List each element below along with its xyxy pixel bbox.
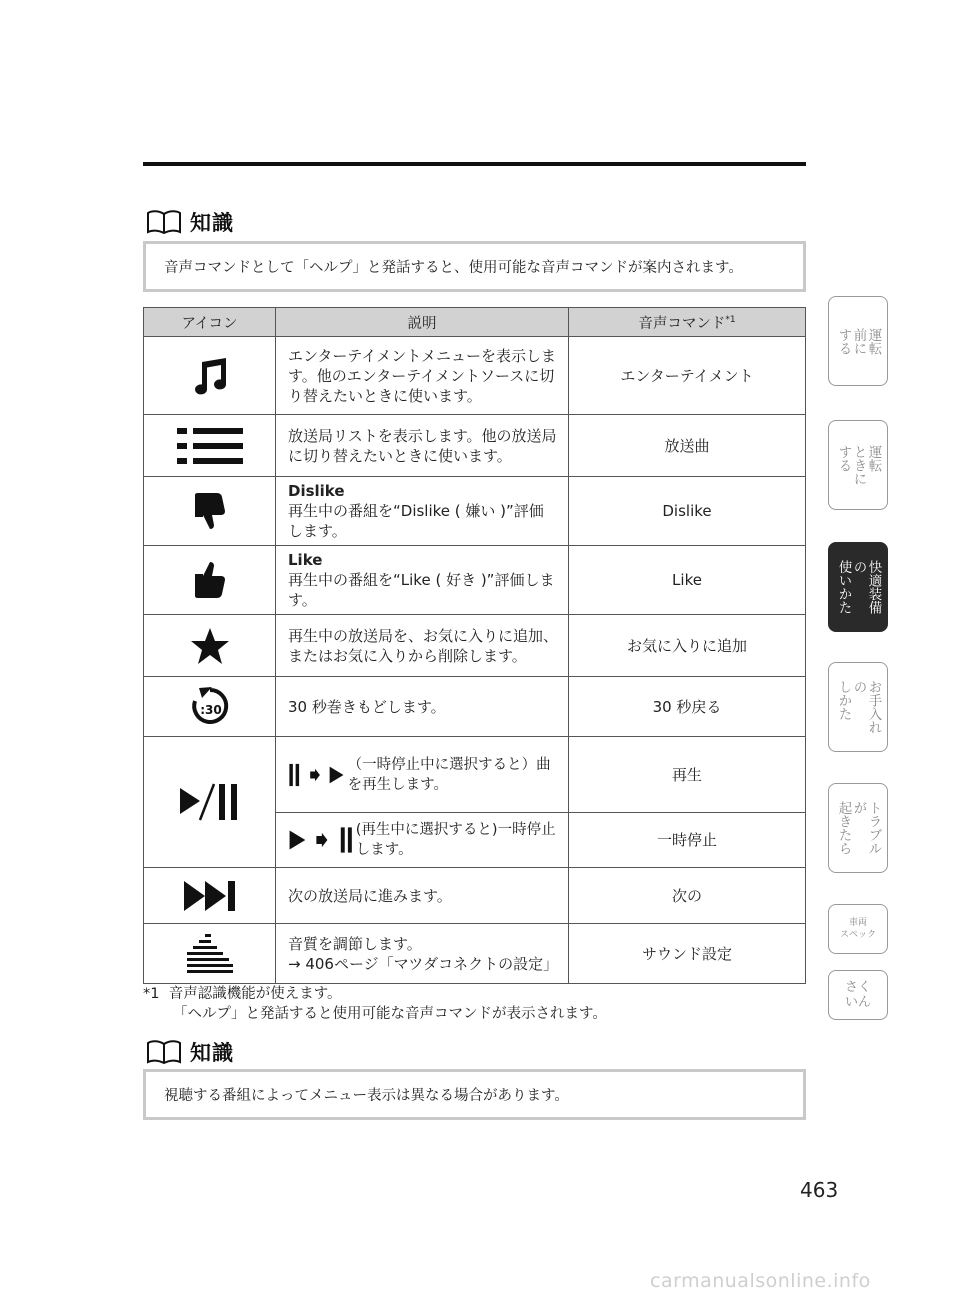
watermark: carmanualsonline.info <box>650 1270 871 1292</box>
header-desc: 説明 <box>276 308 569 337</box>
equalizer-icon <box>186 934 234 974</box>
knowledge-text: 音声コマンドとして「ヘルプ」と発話すると、使用可能な音声コマンドが案内されます。 <box>164 260 743 276</box>
skip-next-icon <box>184 879 236 913</box>
knowledge-text-2: 視聴する番組によってメニュー表示は異なる場合があります。 <box>164 1088 569 1104</box>
table-row: エンターテイメントメニューを表示します。他のエンターテイメントソースに切り替えたいときに使います。 エンターテイメント <box>144 337 806 415</box>
table-row: 音質を調節します。 → 406ページ「マツダコネクトの設定」 サウンド設定 <box>144 924 806 984</box>
knowledge-header <box>146 206 234 238</box>
table-row: Like 再生中の番組を“Like ( 好き )”評価します。 Like <box>144 546 806 615</box>
thumbs-up-icon <box>193 560 227 600</box>
side-tab-specs[interactable]: 車両 スペック <box>828 904 888 954</box>
table-row: Dislike 再生中の番組を“Dislike ( 嫌い )”評価します。 Dislike <box>144 477 806 546</box>
top-rule <box>143 162 806 166</box>
table-row: (再生中に選択すると)一時停止します。 一時停止 <box>144 813 806 868</box>
knowledge-box <box>143 241 806 292</box>
play-to-pause-icon <box>288 824 356 856</box>
music-note-icon <box>190 356 230 396</box>
rewind-30-icon <box>190 687 230 727</box>
knowledge-header-2 <box>146 1036 234 1068</box>
svg-text::30: :30 <box>199 702 222 717</box>
table-row: :30 30 秒巻きもどします。 30 秒戻る <box>144 677 806 737</box>
table-header-row <box>144 308 806 337</box>
table-row: 再生中の放送局を、お気に入りに追加、またはお気に入りから削除します。 お気に入りに追加 <box>144 615 806 677</box>
page-number: 463 <box>800 1178 839 1202</box>
table-row: 次の放送局に進みます。 次の <box>144 868 806 924</box>
voice-command-table <box>143 307 806 984</box>
knowledge-title: 知識 <box>190 211 234 235</box>
side-tab-trouble[interactable]: トラブル が 起きたら <box>828 783 888 873</box>
thumbs-down-icon <box>193 491 227 531</box>
header-cmd: 音声コマンド$^{*1}$ <box>569 308 806 337</box>
side-tab-while-driving[interactable]: 運転 ときに する <box>828 420 888 510</box>
table-row: （一時停止中に選択すると）曲を再生します。 再生 <box>144 737 806 813</box>
side-tab-comfort-equipment[interactable]: 快適装備 の 使いかた <box>828 542 888 632</box>
side-tab-index[interactable]: さく いん <box>828 970 888 1020</box>
knowledge-box-2 <box>143 1069 806 1120</box>
knowledge-title-2: 知識 <box>190 1041 234 1065</box>
play-pause-icon <box>180 782 240 822</box>
star-icon <box>190 627 230 665</box>
pause-to-play-icon <box>288 759 348 791</box>
header-icon: アイコン <box>144 308 276 337</box>
footnote: *1 音声認識機能が使えます。 「ヘルプ」と発話すると使用可能な音声コマンドが表示されます。 <box>143 986 607 1022</box>
list-icon <box>177 424 243 468</box>
table-row: 放送局リストを表示します。他の放送局に切り替えたいときに使います。 放送曲 <box>144 415 806 477</box>
side-tab-before-driving[interactable]: 運転 前に する <box>828 296 888 386</box>
book-icon <box>146 209 182 235</box>
book-icon <box>146 1039 182 1065</box>
side-tab-maintenance[interactable]: お手入れ の しかた <box>828 662 888 752</box>
